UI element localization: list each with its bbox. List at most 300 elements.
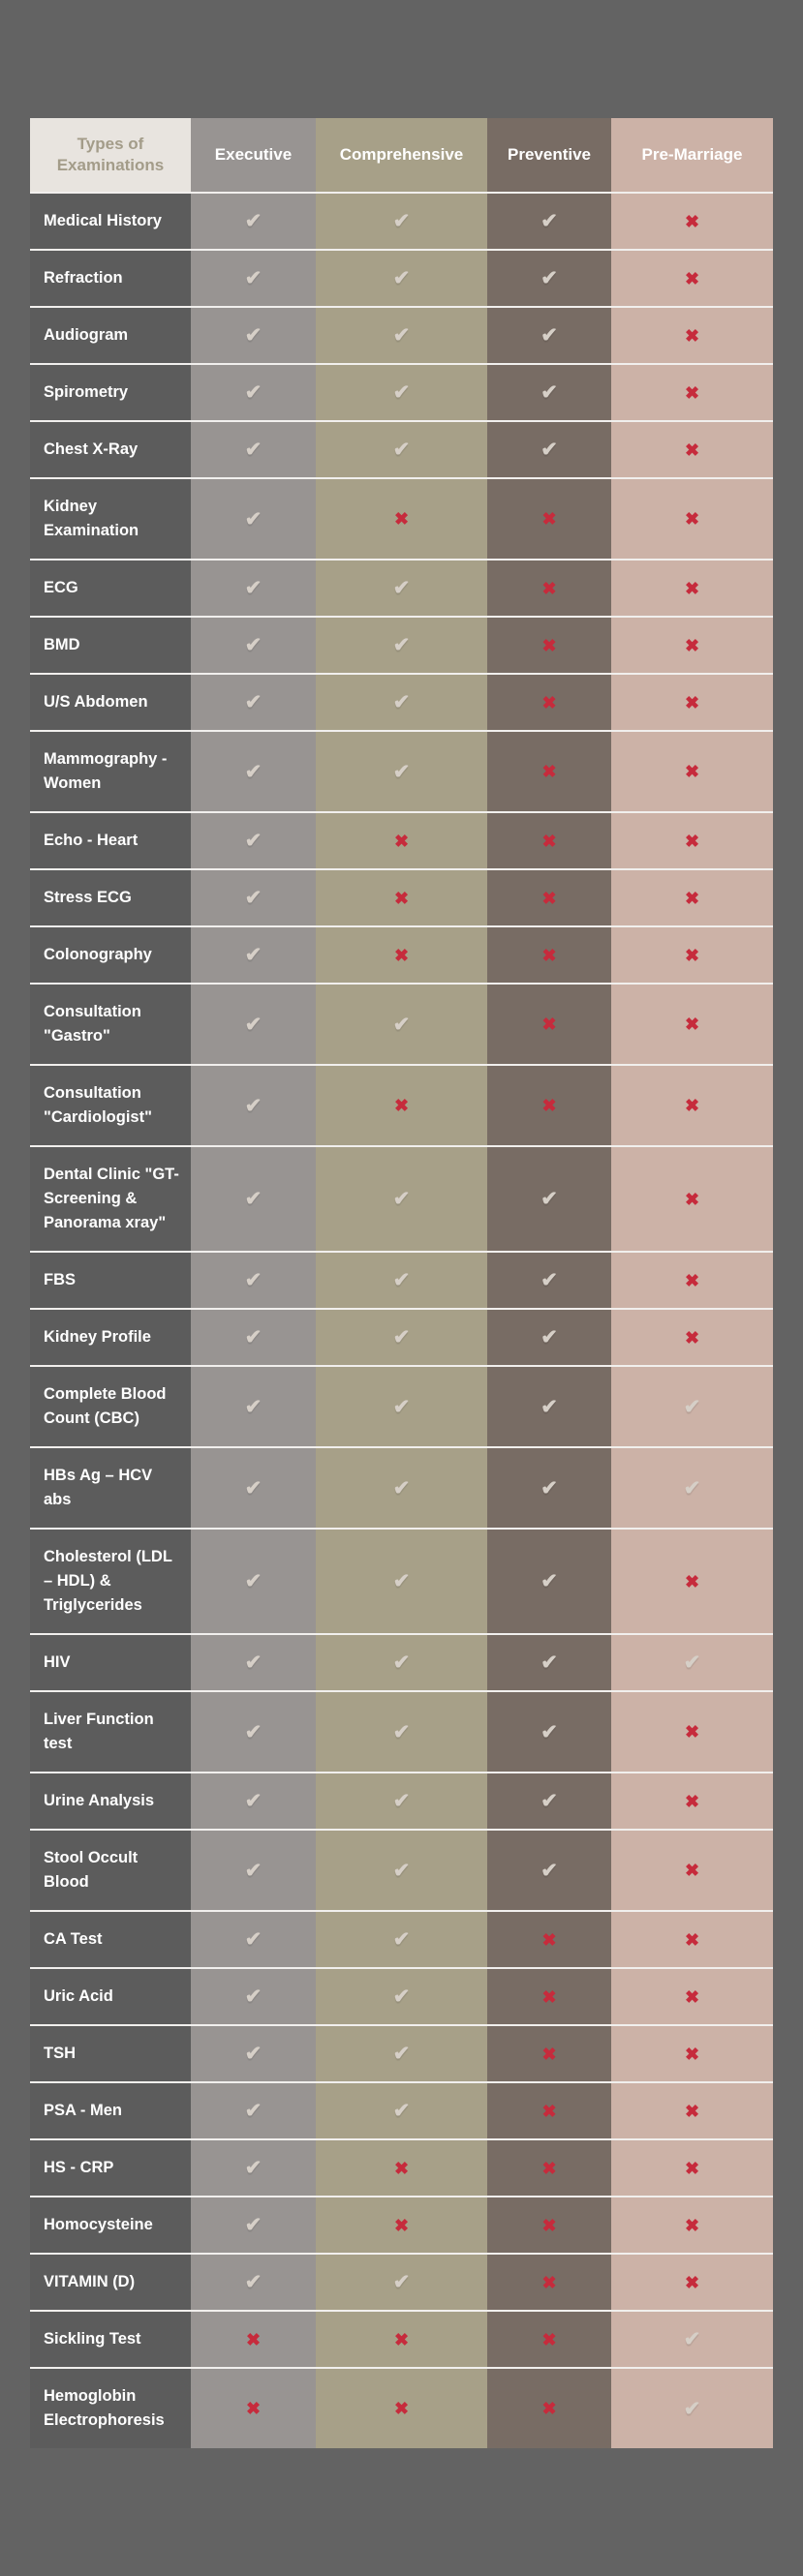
cross-icon: ✖ [684,439,700,460]
check-icon: ✔ [540,1859,558,1882]
status-cell [316,1690,487,1772]
status-cell [487,2196,611,2253]
status-cell [316,363,487,420]
status-cell [316,673,487,730]
status-cell [487,811,611,868]
status-cell [611,1910,773,1967]
check-icon: ✔ [244,267,263,289]
status-cell [191,2138,316,2196]
status-cell [316,2081,487,2138]
check-icon: ✔ [540,1326,558,1349]
status-cell [611,363,773,420]
exam-label: Audiogram [30,306,191,363]
cross-icon: ✖ [393,888,410,908]
check-icon: ✔ [244,1985,263,2008]
cross-icon: ✖ [245,2399,262,2418]
status-cell [316,1365,487,1446]
check-icon: ✔ [392,439,411,461]
status-cell [316,1308,487,1365]
status-cell [487,420,611,477]
status-cell [487,363,611,420]
status-cell [487,1633,611,1690]
check-icon: ✔ [244,2214,263,2236]
check-icon: ✔ [244,634,263,656]
cross-icon: ✖ [245,2329,262,2349]
check-icon: ✔ [392,1859,411,1882]
comparison-table [30,118,773,2448]
cross-icon: ✖ [541,692,557,712]
check-icon: ✔ [392,1269,411,1291]
status-cell [487,730,611,811]
check-icon: ✔ [244,1013,263,1036]
check-icon: ✔ [540,1269,558,1291]
check-icon: ✔ [392,324,411,347]
status-cell [611,1772,773,1829]
status-cell [191,2367,316,2448]
status-cell [316,192,487,249]
check-icon: ✔ [540,381,558,404]
cross-icon: ✖ [684,1722,700,1742]
cross-icon: ✖ [684,2215,700,2235]
check-icon: ✔ [392,1326,411,1349]
cross-icon: ✖ [541,762,557,781]
status-cell [487,1772,611,1829]
cross-icon: ✖ [393,2399,410,2418]
check-icon: ✔ [540,1720,558,1743]
status-cell [191,1308,316,1365]
check-icon: ✔ [392,381,411,404]
cross-icon: ✖ [684,1270,700,1290]
status-cell [487,616,611,673]
cross-icon: ✖ [684,1986,700,2007]
status-cell [611,477,773,559]
check-icon: ✔ [392,2043,411,2065]
status-cell [611,1633,773,1690]
cross-icon: ✖ [541,888,557,908]
status-cell [191,1910,316,1967]
exam-label: Stool Occult Blood [30,1829,191,1910]
status-cell [611,1967,773,2024]
status-cell [611,2253,773,2310]
status-cell [191,1690,316,1772]
status-cell [316,2024,487,2081]
status-cell [487,306,611,363]
cross-icon: ✖ [393,509,410,529]
check-icon: ✔ [244,577,263,599]
check-icon: ✔ [244,381,263,404]
status-cell [611,2138,773,2196]
cross-icon: ✖ [541,2399,557,2418]
check-icon: ✔ [392,2271,411,2293]
check-icon: ✔ [244,830,263,852]
check-icon: ✔ [392,1395,411,1418]
exam-label: ECG [30,559,191,616]
status-cell [611,1251,773,1308]
status-cell [191,2310,316,2367]
cross-icon: ✖ [541,2272,557,2292]
check-icon: ✔ [392,210,411,232]
status-cell [611,2367,773,2448]
exam-label: Dental Clinic "GT- Screening & Panorama xray" [30,1145,191,1251]
status-cell [191,1251,316,1308]
status-cell [191,559,316,616]
cross-icon: ✖ [393,1096,410,1115]
status-cell [191,1365,316,1446]
status-cell [316,1446,487,1528]
exam-label: HBs Ag – HCV abs [30,1446,191,1528]
status-cell [611,673,773,730]
status-cell [191,616,316,673]
exam-label: TSH [30,2024,191,2081]
check-icon: ✔ [392,1570,411,1592]
status-cell [191,1967,316,2024]
check-icon: ✔ [392,760,411,783]
status-cell [191,983,316,1064]
cross-icon: ✖ [684,762,700,781]
cross-icon: ✖ [684,1189,700,1209]
cross-icon: ✖ [684,1096,700,1115]
check-icon: ✔ [244,1188,263,1210]
status-cell [191,1145,316,1251]
status-cell [191,1772,316,1829]
status-cell [487,2024,611,2081]
check-icon: ✔ [392,1652,411,1674]
column-header-preventive: Preventive [487,118,611,192]
cross-icon: ✖ [684,888,700,908]
exam-label: HIV [30,1633,191,1690]
status-cell [316,559,487,616]
cross-icon: ✖ [684,325,700,346]
status-cell [191,249,316,306]
status-cell [316,2310,487,2367]
exam-label: Spirometry [30,363,191,420]
cross-icon: ✖ [684,945,700,965]
status-cell [316,2196,487,2253]
status-cell [611,1365,773,1446]
exam-label: VITAMIN (D) [30,2253,191,2310]
check-icon: ✔ [392,1188,411,1210]
check-icon: ✔ [244,1326,263,1349]
check-icon: ✔ [244,2157,263,2179]
exam-label: Cholesterol (LDL – HDL) & Triglycerides [30,1528,191,1633]
check-icon: ✔ [244,1570,263,1592]
check-icon: ✔ [392,634,411,656]
check-icon: ✔ [540,439,558,461]
status-cell [191,673,316,730]
status-cell [611,559,773,616]
status-cell [487,2310,611,2367]
status-cell [611,868,773,925]
status-cell [487,2138,611,2196]
status-cell [611,2196,773,2253]
status-cell [487,1365,611,1446]
status-cell [487,249,611,306]
status-cell [611,925,773,983]
status-cell [487,1829,611,1910]
cross-icon: ✖ [541,2101,557,2121]
check-icon: ✔ [392,1985,411,2008]
check-icon: ✔ [244,1652,263,1674]
cross-icon: ✖ [684,1929,700,1950]
check-icon: ✔ [244,1790,263,1812]
corner-header-cell: Types of Examinations [30,118,191,192]
status-cell [316,925,487,983]
check-icon: ✔ [540,1188,558,1210]
status-cell [611,730,773,811]
status-cell [191,1528,316,1633]
check-icon: ✔ [683,1652,701,1674]
status-cell [316,730,487,811]
check-icon: ✔ [683,1395,701,1418]
check-icon: ✔ [540,324,558,347]
status-cell [487,1145,611,1251]
check-icon: ✔ [244,2271,263,2293]
exam-label: Refraction [30,249,191,306]
exam-label: CA Test [30,1910,191,1967]
cross-icon: ✖ [684,211,700,231]
status-cell [316,1967,487,2024]
status-cell [191,420,316,477]
check-icon: ✔ [244,1476,263,1500]
cross-icon: ✖ [393,2215,410,2235]
cross-icon: ✖ [541,2215,557,2235]
status-cell [191,2081,316,2138]
check-icon: ✔ [244,507,263,530]
check-icon: ✔ [540,1395,558,1418]
status-cell [487,1251,611,1308]
status-cell [191,2196,316,2253]
check-icon: ✔ [392,267,411,289]
status-cell [611,2024,773,2081]
status-cell [487,1690,611,1772]
status-cell [487,1446,611,1528]
check-icon: ✔ [244,1269,263,1291]
cross-icon: ✖ [541,831,557,851]
cross-icon: ✖ [684,268,700,288]
cross-icon: ✖ [541,1986,557,2007]
cross-icon: ✖ [684,2101,700,2121]
check-icon: ✔ [392,1720,411,1743]
check-icon: ✔ [392,577,411,599]
check-icon: ✔ [244,1928,263,1951]
status-cell [316,1064,487,1145]
status-cell [191,306,316,363]
status-cell [191,1829,316,1910]
check-icon: ✔ [683,2328,701,2350]
status-cell [611,1690,773,1772]
exam-label: Sickling Test [30,2310,191,2367]
status-cell [487,1528,611,1633]
cross-icon: ✖ [684,578,700,598]
status-cell [487,673,611,730]
check-icon: ✔ [683,2397,701,2420]
status-cell [611,249,773,306]
status-cell [611,306,773,363]
cross-icon: ✖ [541,2158,557,2178]
column-header-comprehensive: Comprehensive [316,118,487,192]
status-cell [611,1064,773,1145]
check-icon: ✔ [244,1395,263,1418]
status-cell [316,1145,487,1251]
cross-icon: ✖ [541,1929,557,1950]
check-icon: ✔ [244,1720,263,1743]
status-cell [316,1772,487,1829]
check-icon: ✔ [540,1652,558,1674]
cross-icon: ✖ [684,831,700,851]
status-cell [316,2138,487,2196]
status-cell [316,1910,487,1967]
status-cell [611,420,773,477]
status-cell [487,2081,611,2138]
cross-icon: ✖ [684,509,700,529]
cross-icon: ✖ [684,2158,700,2178]
cross-icon: ✖ [684,1327,700,1348]
cross-icon: ✖ [684,1791,700,1811]
status-cell [611,1446,773,1528]
check-icon: ✔ [244,944,263,966]
status-cell [611,1829,773,1910]
check-icon: ✔ [392,1476,411,1500]
cross-icon: ✖ [684,692,700,712]
status-cell [487,2367,611,2448]
status-cell [611,1528,773,1633]
status-cell [191,477,316,559]
status-cell [316,811,487,868]
status-cell [316,868,487,925]
status-cell [487,925,611,983]
cross-icon: ✖ [393,2329,410,2349]
status-cell [487,192,611,249]
exam-label: Echo - Heart [30,811,191,868]
status-cell [487,983,611,1064]
status-cell [316,1528,487,1633]
status-cell [316,249,487,306]
cross-icon: ✖ [684,1015,700,1034]
status-cell [611,811,773,868]
cross-icon: ✖ [684,635,700,655]
exam-label: FBS [30,1251,191,1308]
status-cell [191,925,316,983]
check-icon: ✔ [540,1790,558,1812]
status-cell [487,477,611,559]
status-cell [316,616,487,673]
check-icon: ✔ [683,1476,701,1500]
status-cell [487,1308,611,1365]
check-icon: ✔ [244,2043,263,2065]
exam-label: Urine Analysis [30,1772,191,1829]
exam-label: Complete Blood Count (CBC) [30,1365,191,1446]
check-icon: ✔ [540,1570,558,1592]
check-icon: ✔ [244,324,263,347]
status-cell [611,2081,773,2138]
status-cell [316,1251,487,1308]
status-cell [191,1064,316,1145]
exam-label: Liver Function test [30,1690,191,1772]
cross-icon: ✖ [541,2329,557,2349]
status-cell [611,192,773,249]
check-icon: ✔ [244,691,263,713]
status-cell [611,2310,773,2367]
status-cell [191,730,316,811]
status-cell [316,983,487,1064]
status-cell [487,868,611,925]
check-icon: ✔ [540,210,558,232]
status-cell [191,192,316,249]
exam-label: Hemoglobin Electrophoresis [30,2367,191,2448]
status-cell [487,1064,611,1145]
status-cell [191,2253,316,2310]
status-cell [316,1633,487,1690]
status-cell [191,1446,316,1528]
exam-label: Stress ECG [30,868,191,925]
status-cell [611,983,773,1064]
status-cell [316,477,487,559]
cross-icon: ✖ [684,2044,700,2064]
check-icon: ✔ [244,887,263,909]
check-icon: ✔ [392,2100,411,2122]
exam-label: Consultation "Gastro" [30,983,191,1064]
status-cell [316,306,487,363]
exam-label: Mammography - Women [30,730,191,811]
check-icon: ✔ [244,210,263,232]
cross-icon: ✖ [541,578,557,598]
exam-label: Medical History [30,192,191,249]
cross-icon: ✖ [393,831,410,851]
status-cell [611,1145,773,1251]
status-cell [611,616,773,673]
exam-label: Homocysteine [30,2196,191,2253]
status-cell [487,1910,611,1967]
check-icon: ✔ [244,760,263,783]
cross-icon: ✖ [541,2044,557,2064]
cross-icon: ✖ [684,1861,700,1880]
exam-label: Kidney Examination [30,477,191,559]
exam-label: Uric Acid [30,1967,191,2024]
cross-icon: ✖ [393,2158,410,2178]
check-icon: ✔ [244,1094,263,1117]
status-cell [191,868,316,925]
status-cell [487,2253,611,2310]
check-icon: ✔ [244,1859,263,1882]
exam-label: Colonography [30,925,191,983]
check-icon: ✔ [244,2100,263,2122]
cross-icon: ✖ [684,2272,700,2292]
check-icon: ✔ [392,1013,411,1036]
cross-icon: ✖ [393,945,410,965]
status-cell [487,559,611,616]
check-icon: ✔ [392,1928,411,1951]
status-cell [191,1633,316,1690]
exam-label: Kidney Profile [30,1308,191,1365]
status-cell [191,2024,316,2081]
cross-icon: ✖ [541,635,557,655]
cross-icon: ✖ [541,1096,557,1115]
cross-icon: ✖ [541,945,557,965]
exam-label: Consultation "Cardiologist" [30,1064,191,1145]
status-cell [316,1829,487,1910]
check-icon: ✔ [244,439,263,461]
cross-icon: ✖ [684,1571,700,1591]
column-header-pre-marriage: Pre-Marriage [611,118,773,192]
exam-label: U/S Abdomen [30,673,191,730]
exam-label: Chest X-Ray [30,420,191,477]
cross-icon: ✖ [541,1015,557,1034]
check-icon: ✔ [392,1790,411,1812]
column-header-executive: Executive [191,118,316,192]
cross-icon: ✖ [684,382,700,403]
cross-icon: ✖ [541,509,557,529]
status-cell [611,1308,773,1365]
